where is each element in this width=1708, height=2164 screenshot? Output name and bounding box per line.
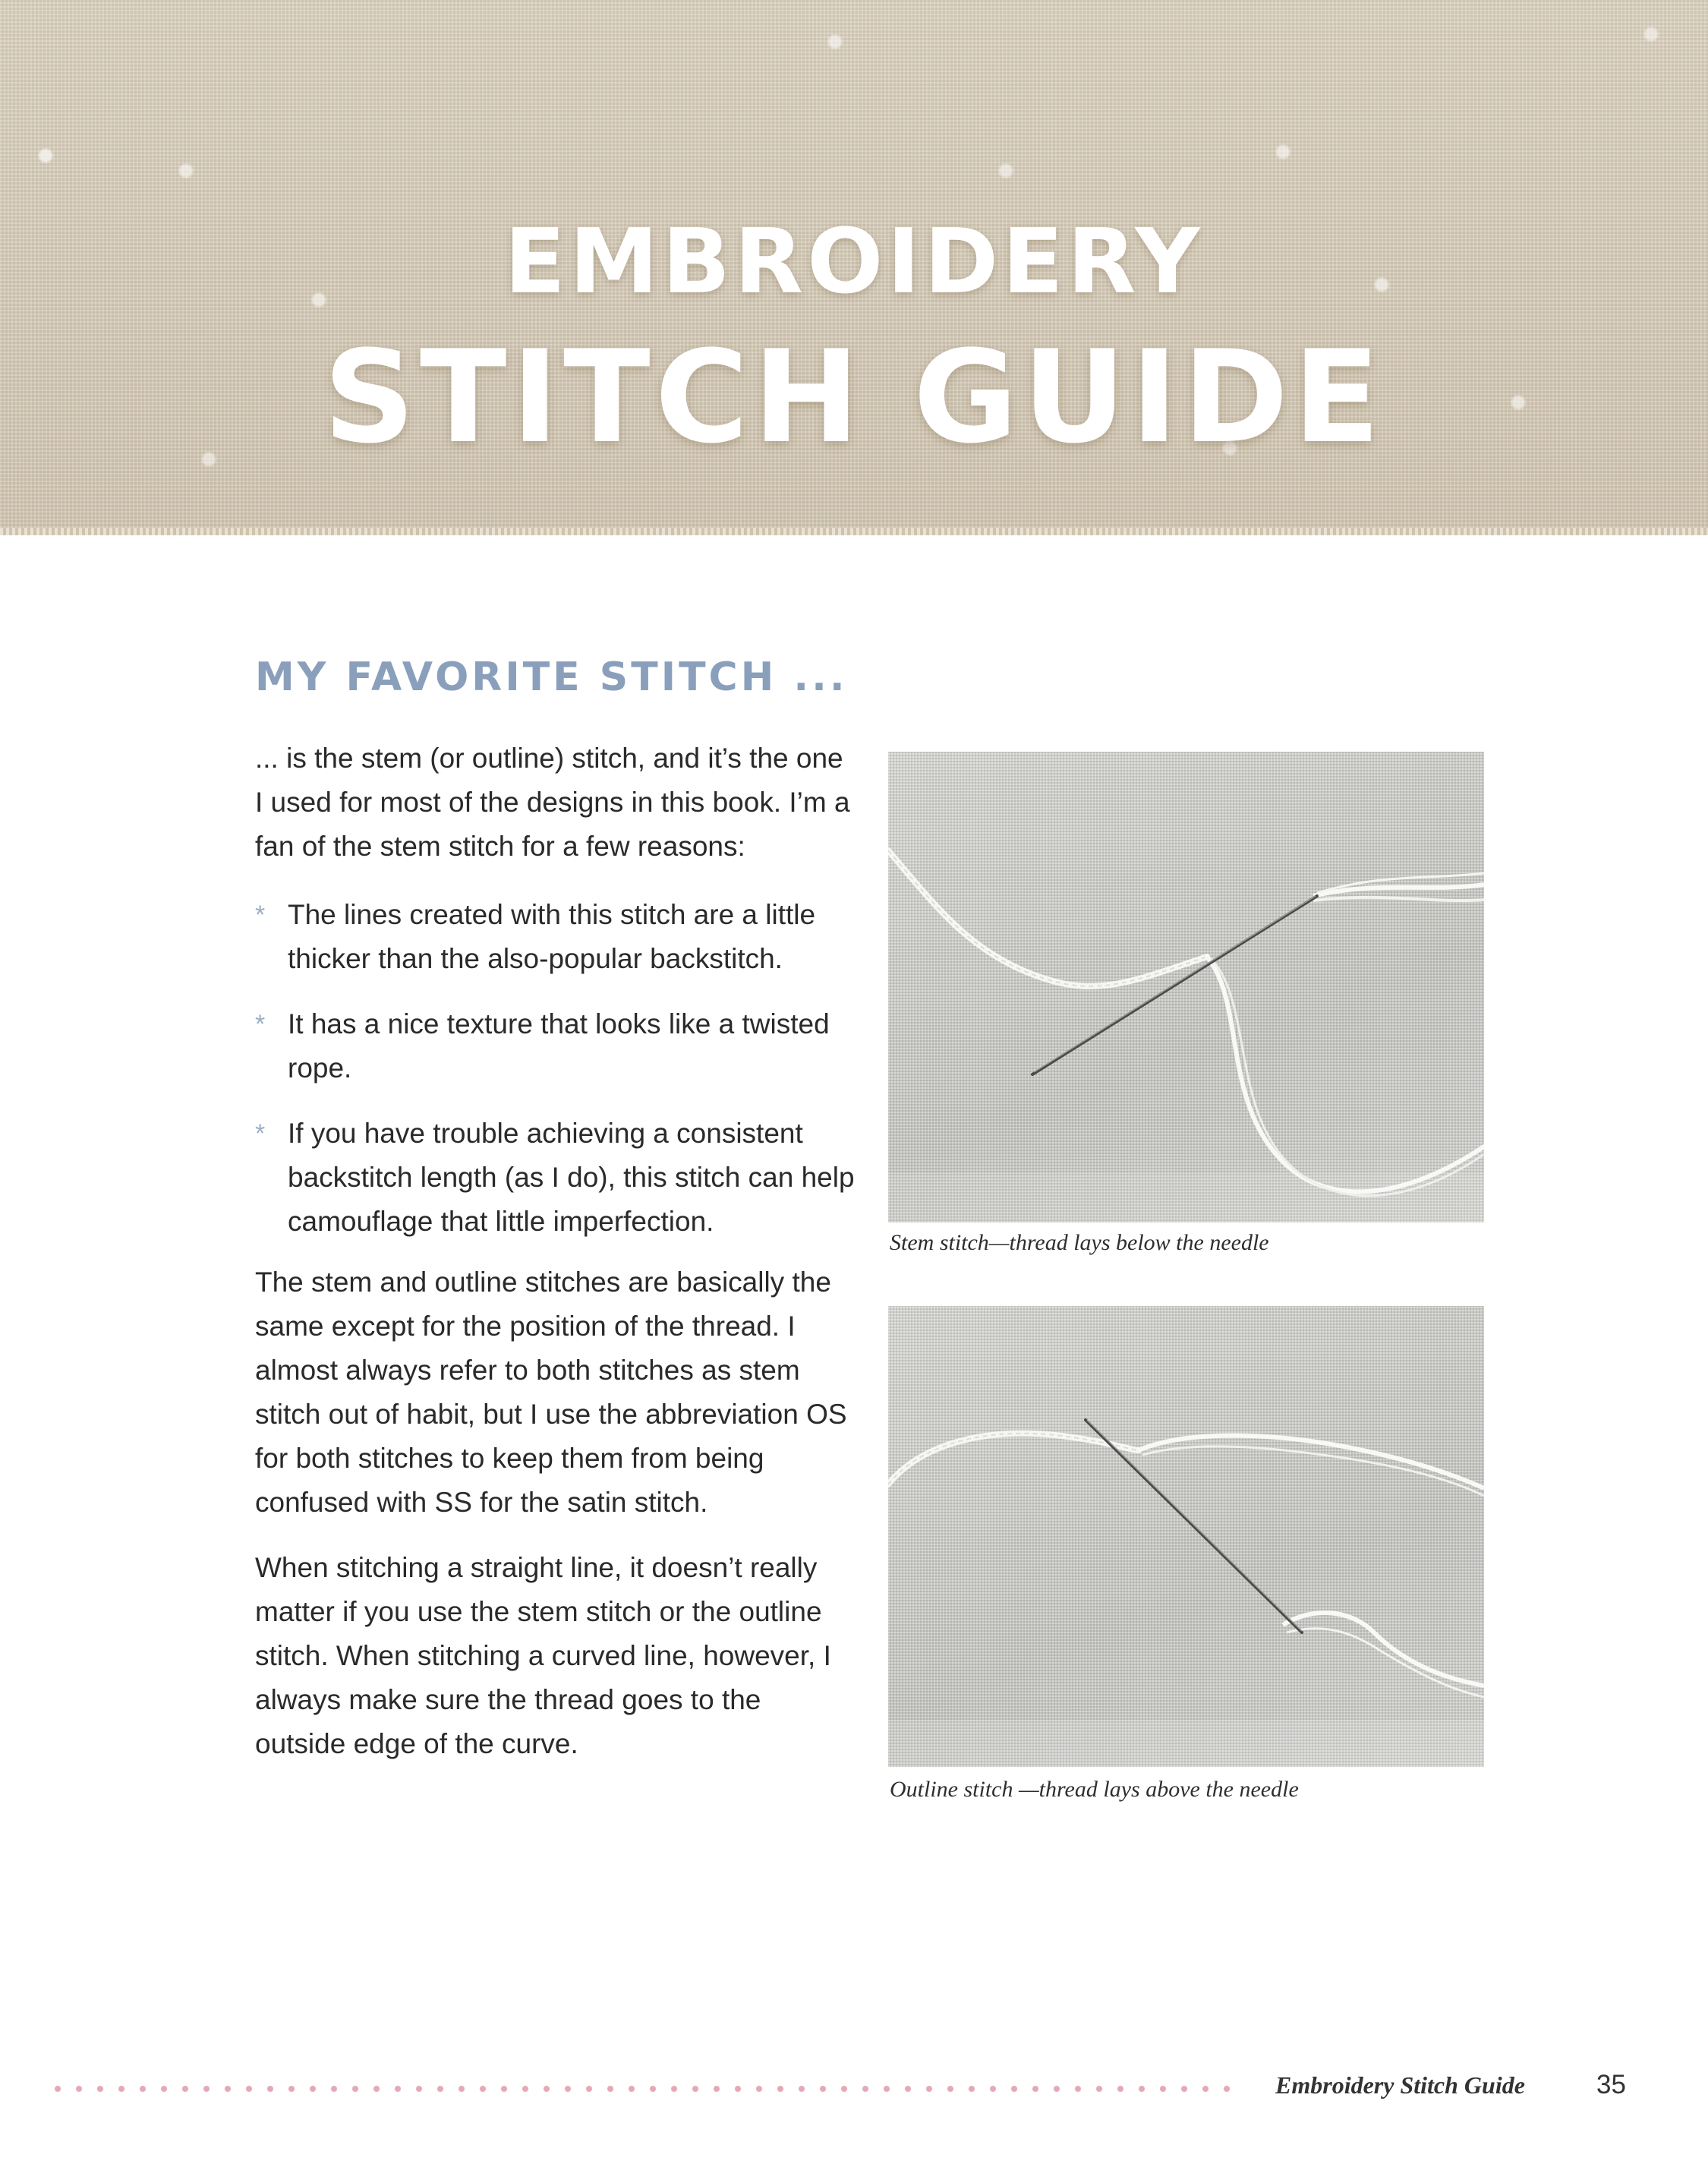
outline-stitch-photo <box>888 1306 1484 1767</box>
asterisk-bullet-icon: * <box>255 1010 266 1039</box>
reasons-list <box>255 893 855 1244</box>
asterisk-bullet-icon: * <box>255 1119 266 1148</box>
text-column <box>255 737 855 1766</box>
running-footer-title: Embroidery Stitch Guide <box>1275 2071 1525 2099</box>
body-paragraph: When stitching a straight line, it doesn’t really matter if you use the stem stitch or the outline stitch. When stitching a curved line, however, I always make sure the thread goes to the outside edge of the curve. <box>255 1552 831 1759</box>
list-item-text: It has a nice texture that looks like a twisted rope. <box>288 1008 830 1084</box>
stem-stitch-photo <box>888 752 1484 1222</box>
list-item <box>255 1002 855 1090</box>
list-item-text: If you have trouble achieving a consistent backstitch length (as I do), this stitch can help camouflage that little imperfection. <box>288 1118 855 1237</box>
footer-dotted-rule <box>47 2084 1239 2093</box>
stem-stitch-illustration <box>888 752 1484 1222</box>
outline-stitch-illustration <box>888 1306 1484 1767</box>
section-heading: MY FAVORITE STITCH ... <box>255 655 848 700</box>
page-number: 35 <box>1596 2070 1626 2099</box>
header-banner <box>0 0 1708 535</box>
body-paragraph: The stem and outline stitches are basically the same except for the position of the thread. I almost always refer to both stitches as stem stitch out of habit, but I use the abbreviation OS for both stitches to keep them from being confused with SS for the satin stitch. <box>255 1267 847 1518</box>
title-line-1: EMBROIDERY <box>504 209 1204 314</box>
asterisk-bullet-icon: * <box>255 901 266 929</box>
list-item <box>255 1112 855 1244</box>
intro-paragraph: ... is the stem (or outline) stitch, and it’s the one I used for most of the designs in this book. I’m a fan of the stem stitch for a few reasons: <box>255 743 850 862</box>
list-item-text: The lines created with this stitch are a little thicker than the also-popular backstitch. <box>288 899 816 974</box>
list-item <box>255 893 855 981</box>
outline-stitch-caption: Outline stitch —thread lays above the needle <box>890 1777 1299 1802</box>
stem-stitch-caption: Stem stitch—thread lays below the needle <box>890 1230 1269 1255</box>
title-line-2: STITCH GUIDE <box>323 323 1385 472</box>
